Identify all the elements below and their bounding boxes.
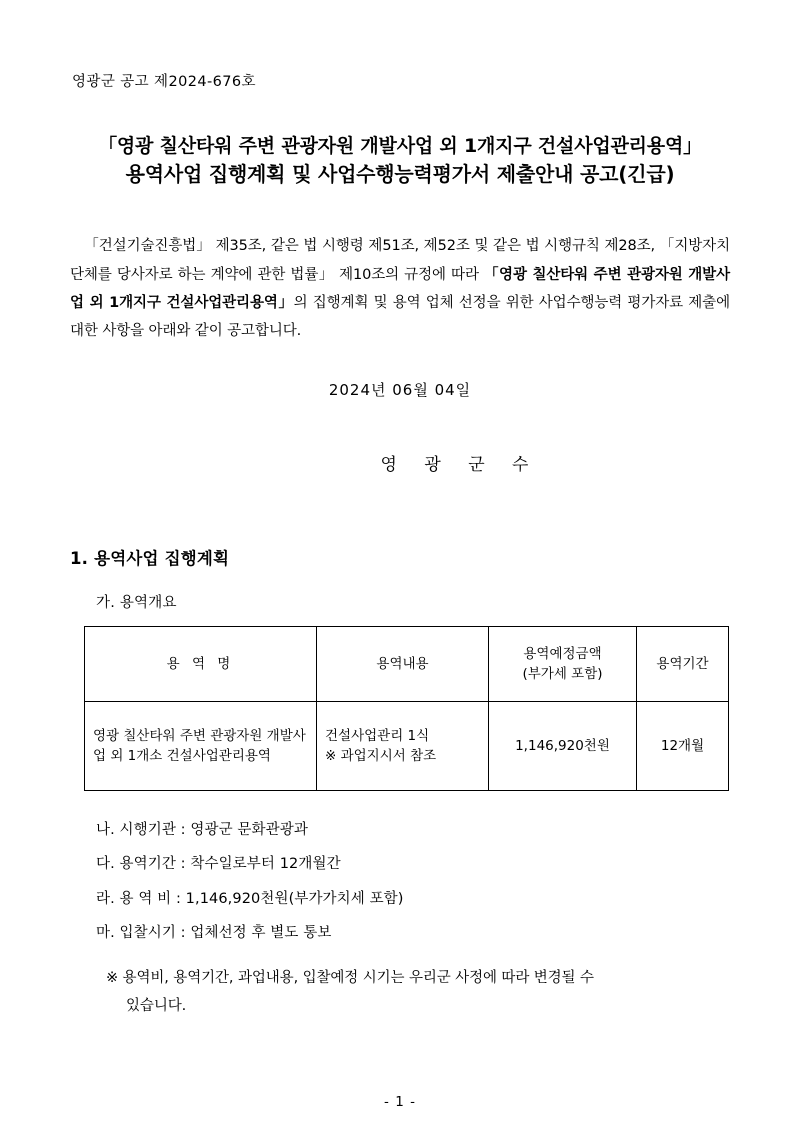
cell-service-content [317,702,489,791]
cell-service-name: 영광 칠산타워 주변 관광자원 개발사업 외 1개소 건설사업관리용역 [85,702,317,791]
signer-title: 영 광 군 수 [380,455,540,476]
cell-estimated-amount: 1,146,920천원 [489,702,637,791]
paragraph-part-2: 의 집행계획 및 용역 업체 선정을 위한 사업수행능력 평가자료 제출에 대한 사항을 아래와 같이 공고합니다. [70,294,730,340]
cell-service-content-line2: ※ 과업지시서 참조 [325,748,437,765]
document-title [70,133,730,188]
document-number: 영광군 공고 제2024-676호 [72,74,256,90]
list-item: 다. 용역기간 : 착수일로부터 12개월간 [96,856,341,873]
title-line-1: 「영광 칠산타워 주변 관광자원 개발사업 외 1개지구 건설사업관리용역」 [98,135,702,157]
paragraph-emphasis: 「영광 칠산타워 주변 관광자원 개발사업 외 1개지구 건설사업관리용역」 [70,266,731,311]
page-number: - 1 - [384,1094,416,1110]
cell-service-content-line1: 건설사업관리 1식 [325,727,430,744]
footnote-line-1: ※ 용역비, 용역기간, 과업내용, 입찰예정 시기는 우리군 사정에 따라 변경될 수 [106,969,594,986]
table-header-service-content: 용역내용 [317,627,489,702]
footnote [106,964,736,1021]
footnote-line-2: 있습니다. [126,997,187,1014]
section-1-heading: 1. 용역사업 집행계획 [70,549,230,569]
list-item: 나. 시행기관 : 영광군 문화관광과 [96,822,308,839]
service-overview-table [84,626,729,791]
list-item: 라. 용 역 비 : 1,146,920천원(부가가치세 포함) [96,890,404,907]
title-line-2: 용역사업 집행계획 및 사업수행능력평가서 제출안내 공고(긴급) [125,161,675,186]
table-header-period: 용역기간 [637,627,729,702]
table-header-estimated-amount-line1: 용역예정금액 [523,645,602,662]
sub-heading-overview: 가. 용역개요 [96,595,177,612]
table-header-estimated-amount-line2: (부가세 포함) [522,666,603,683]
table-header-estimated-amount [489,627,637,702]
table-row [85,702,729,791]
table-header-row [85,627,729,702]
list-item: 마. 입찰시기 : 업체선정 후 별도 통보 [96,924,332,941]
intro-paragraph [70,232,730,345]
detail-list [96,813,730,949]
cell-period: 12개월 [637,702,729,791]
table-header-service-name [85,627,317,702]
paragraph-part-1: 「건설기술진흥법」 제35조, 같은 법 시행령 제51조, 제52조 및 같은 법 시행규칙 제28조, 「지방자치단체를 당사자로 하는 계약에 관한 법률」 제10조의 규정에 따라 [70,238,730,283]
table-header-service-name-text: 용 역 명 [166,655,235,672]
issue-date: 2024년 06월 04일 [328,381,472,400]
